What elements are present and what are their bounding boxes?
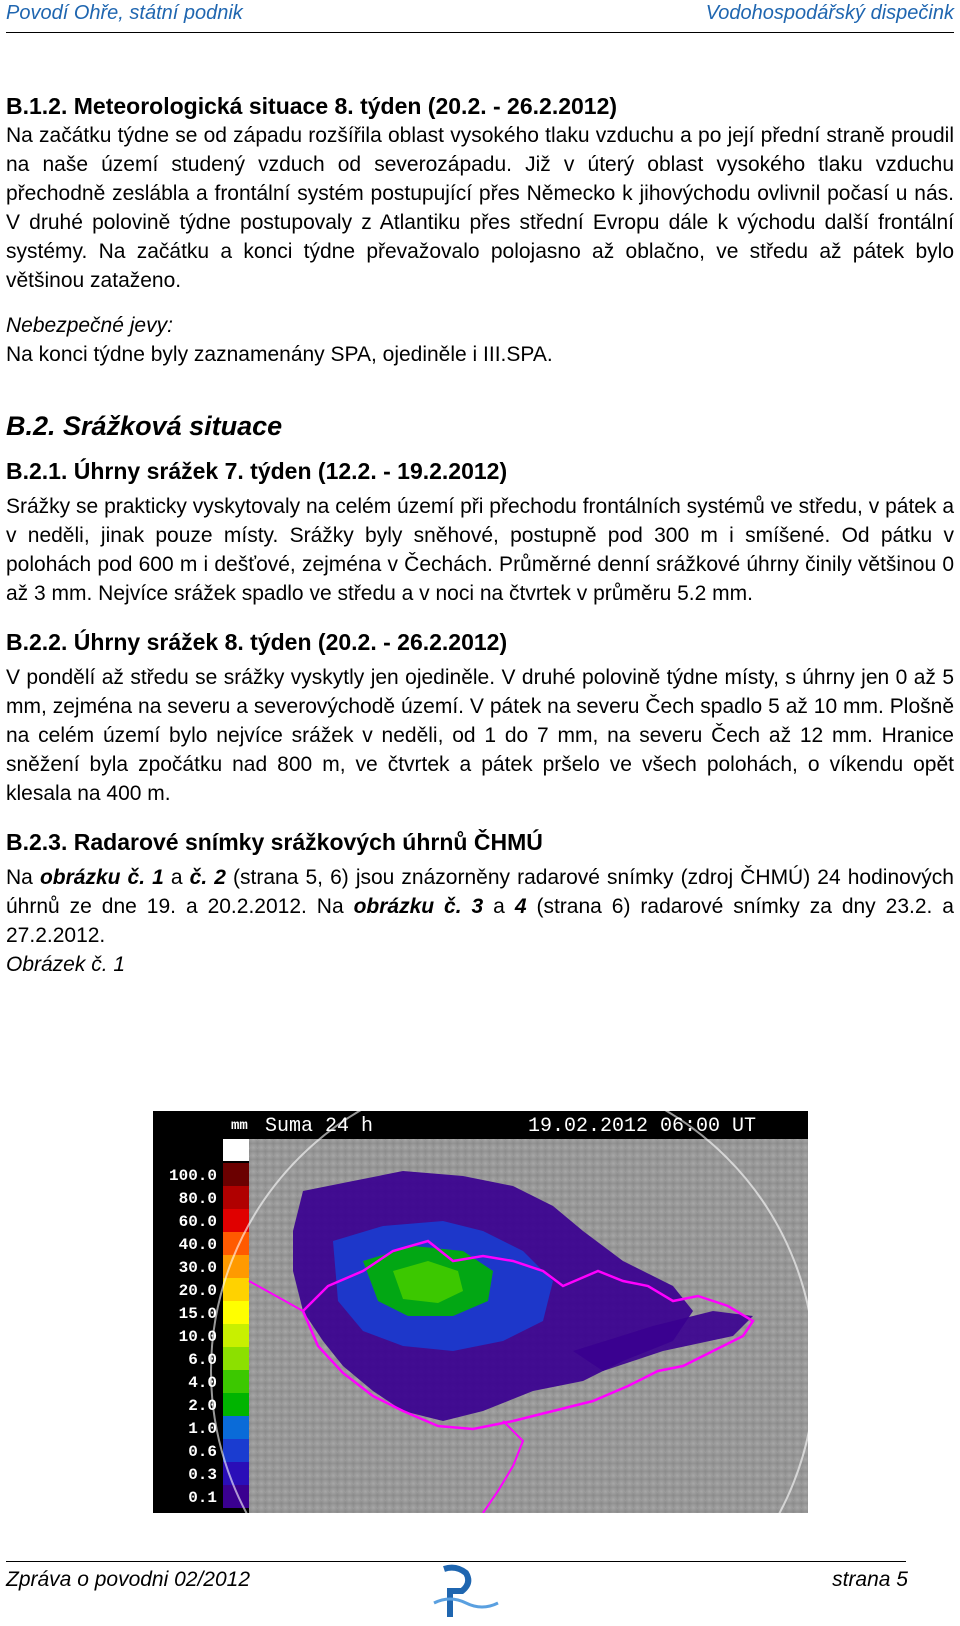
legend-swatch [223,1163,249,1186]
footer-left: Zpráva o povodni 02/2012 [6,1568,251,1591]
legend-label: 15.0 [178,1305,217,1323]
legend-swatch [223,1278,249,1301]
legend-label: 4.0 [188,1374,217,1392]
footer-rule [6,1561,906,1562]
povodi-ohre-logo [426,1563,566,1623]
header-right: Vodohospodářský dispečink [705,2,954,24]
legend-swatch [223,1324,249,1347]
legend-swatch [223,1416,249,1439]
hazards-label: Nebezpečné jevy: [6,314,173,337]
page-header [6,0,954,33]
legend-label: 100.0 [168,1167,217,1185]
header-left: Povodí Ohře, státní podnik [6,2,243,24]
section-heading-b12: B.1.2. Meteorologická situace 8. týden (20.2. - 26.2.2012) [6,93,618,119]
ref-figure-3: obrázku č. 3 [353,895,484,918]
legend-label: 0.6 [188,1443,217,1461]
legend-swatch [223,1347,249,1370]
legend-top-swatch [223,1139,249,1161]
legend-label: 6.0 [188,1351,217,1369]
legend-swatch [223,1186,249,1209]
legend-swatch [223,1393,249,1416]
page-content [6,92,954,979]
legend-label: 0.3 [188,1466,217,1484]
legend-label: 30.0 [178,1259,217,1277]
legend-swatch [223,1485,249,1508]
legend-swatch [223,1209,249,1232]
ref-figure-2: č. 2 [189,866,226,889]
section-heading-b23: B.2.3. Radarové snímky srážkových úhrnů ČHMÚ [6,829,543,855]
legend-label: 60.0 [178,1213,217,1231]
legend-swatch [223,1301,249,1324]
legend-label: 20.0 [178,1282,217,1300]
section-heading-b21: B.2.1. Úhrny srážek 7. týden (12.2. - 19.2.2012) [6,458,508,484]
legend-label: 1.0 [188,1420,217,1438]
figure-caption: Obrázek č. 1 [6,953,126,976]
paragraph-b21: Srážky se prakticky vyskytovaly na celém území při přechodu frontálních systémů ve středu, v pátek a v neděli, jinak pouze místy. Srážky byly sněhové, postupně pod 300 m i smíšené. Od pátku v polohách pod 600 m i dešťové, zejména v Čechách. Průměrné denní srážkové úhrny činily většinou 0 až 3 mm. Nejvíce srážek spadlo ve středu a v noci na čtvrtek v průměru 5.2 mm. [6,495,954,605]
footer-right: strana 5 [832,1568,908,1591]
section-heading-b2: B.2. Srážková situace [6,411,283,441]
paragraph-b22: V pondělí až středu se srážky vyskytly jen ojediněle. V druhé polovině týdne místy, s úhrny jen 0 až 5 mm, zejména na severu a severovýchodě území. V pátek na severu Čech spadlo 5 až 10 mm. Plošně na celém území bylo nejvíce srážek v neděli, od 1 do 7 mm, na severu Čech až 12 mm. Hranice sněžení byla zpočátku nad 800 m, ve čtvrtek a pátek pršelo ve všech polohách, o víkendu opět klesala na 400 m. [6,666,954,805]
legend-label: 10.0 [178,1328,217,1346]
section-heading-b22: B.2.2. Úhrny srážek 8. týden (20.2. - 26.2.2012) [6,629,508,655]
radar-image [153,1111,808,1513]
legend-label: 2.0 [188,1397,217,1415]
legend-unit: mm [231,1118,248,1134]
legend-label: 0.1 [188,1489,217,1507]
radar-datetime: 19.02.2012 06:00 UT [528,1115,757,1138]
hazards-text: Na konci týdne byly zaznamenány SPA, ojediněle i III.SPA. [6,343,553,366]
paragraph-b23: Na obrázku č. 1 a č. 2 (strana 5, 6) jsou znázorněny radarové snímky (zdroj ČHMÚ) 24 hodinových úhrnů ze dne 19. a 20.2.2012. Na obrázku č. 3 a 4 (strana 6) radarové snímky za dny 23.2. a 27.2.2012. [6,866,954,947]
ref-figure-4: 4 [514,895,527,918]
legend-label: 80.0 [178,1190,217,1208]
radar-title: Suma 24 h [265,1115,374,1138]
paragraph-meteo: Na začátku týdne se od západu rozšířila oblast vysokého tlaku vzduchu a po její přední straně proudil na naše území studený vzduch od severozápadu. Již v úterý oblast vysokého tlaku vzduchu přechodně zeslábla a frontální systém postupující přes Německo k jihovýchodu ovlivnil počasí u nás. V druhé polovině týdne postupovaly z Atlantiku přes střední Evropu dále k východu další frontální systémy. Na začátku a konci týdne převažovalo polojasno až oblačno, ve středu až pátek bylo většinou zataženo. [6,124,954,292]
legend-swatch [223,1439,249,1462]
ref-figure-1: obrázku č. 1 [39,866,164,889]
legend-swatch [223,1370,249,1393]
legend-label: 40.0 [178,1236,217,1254]
